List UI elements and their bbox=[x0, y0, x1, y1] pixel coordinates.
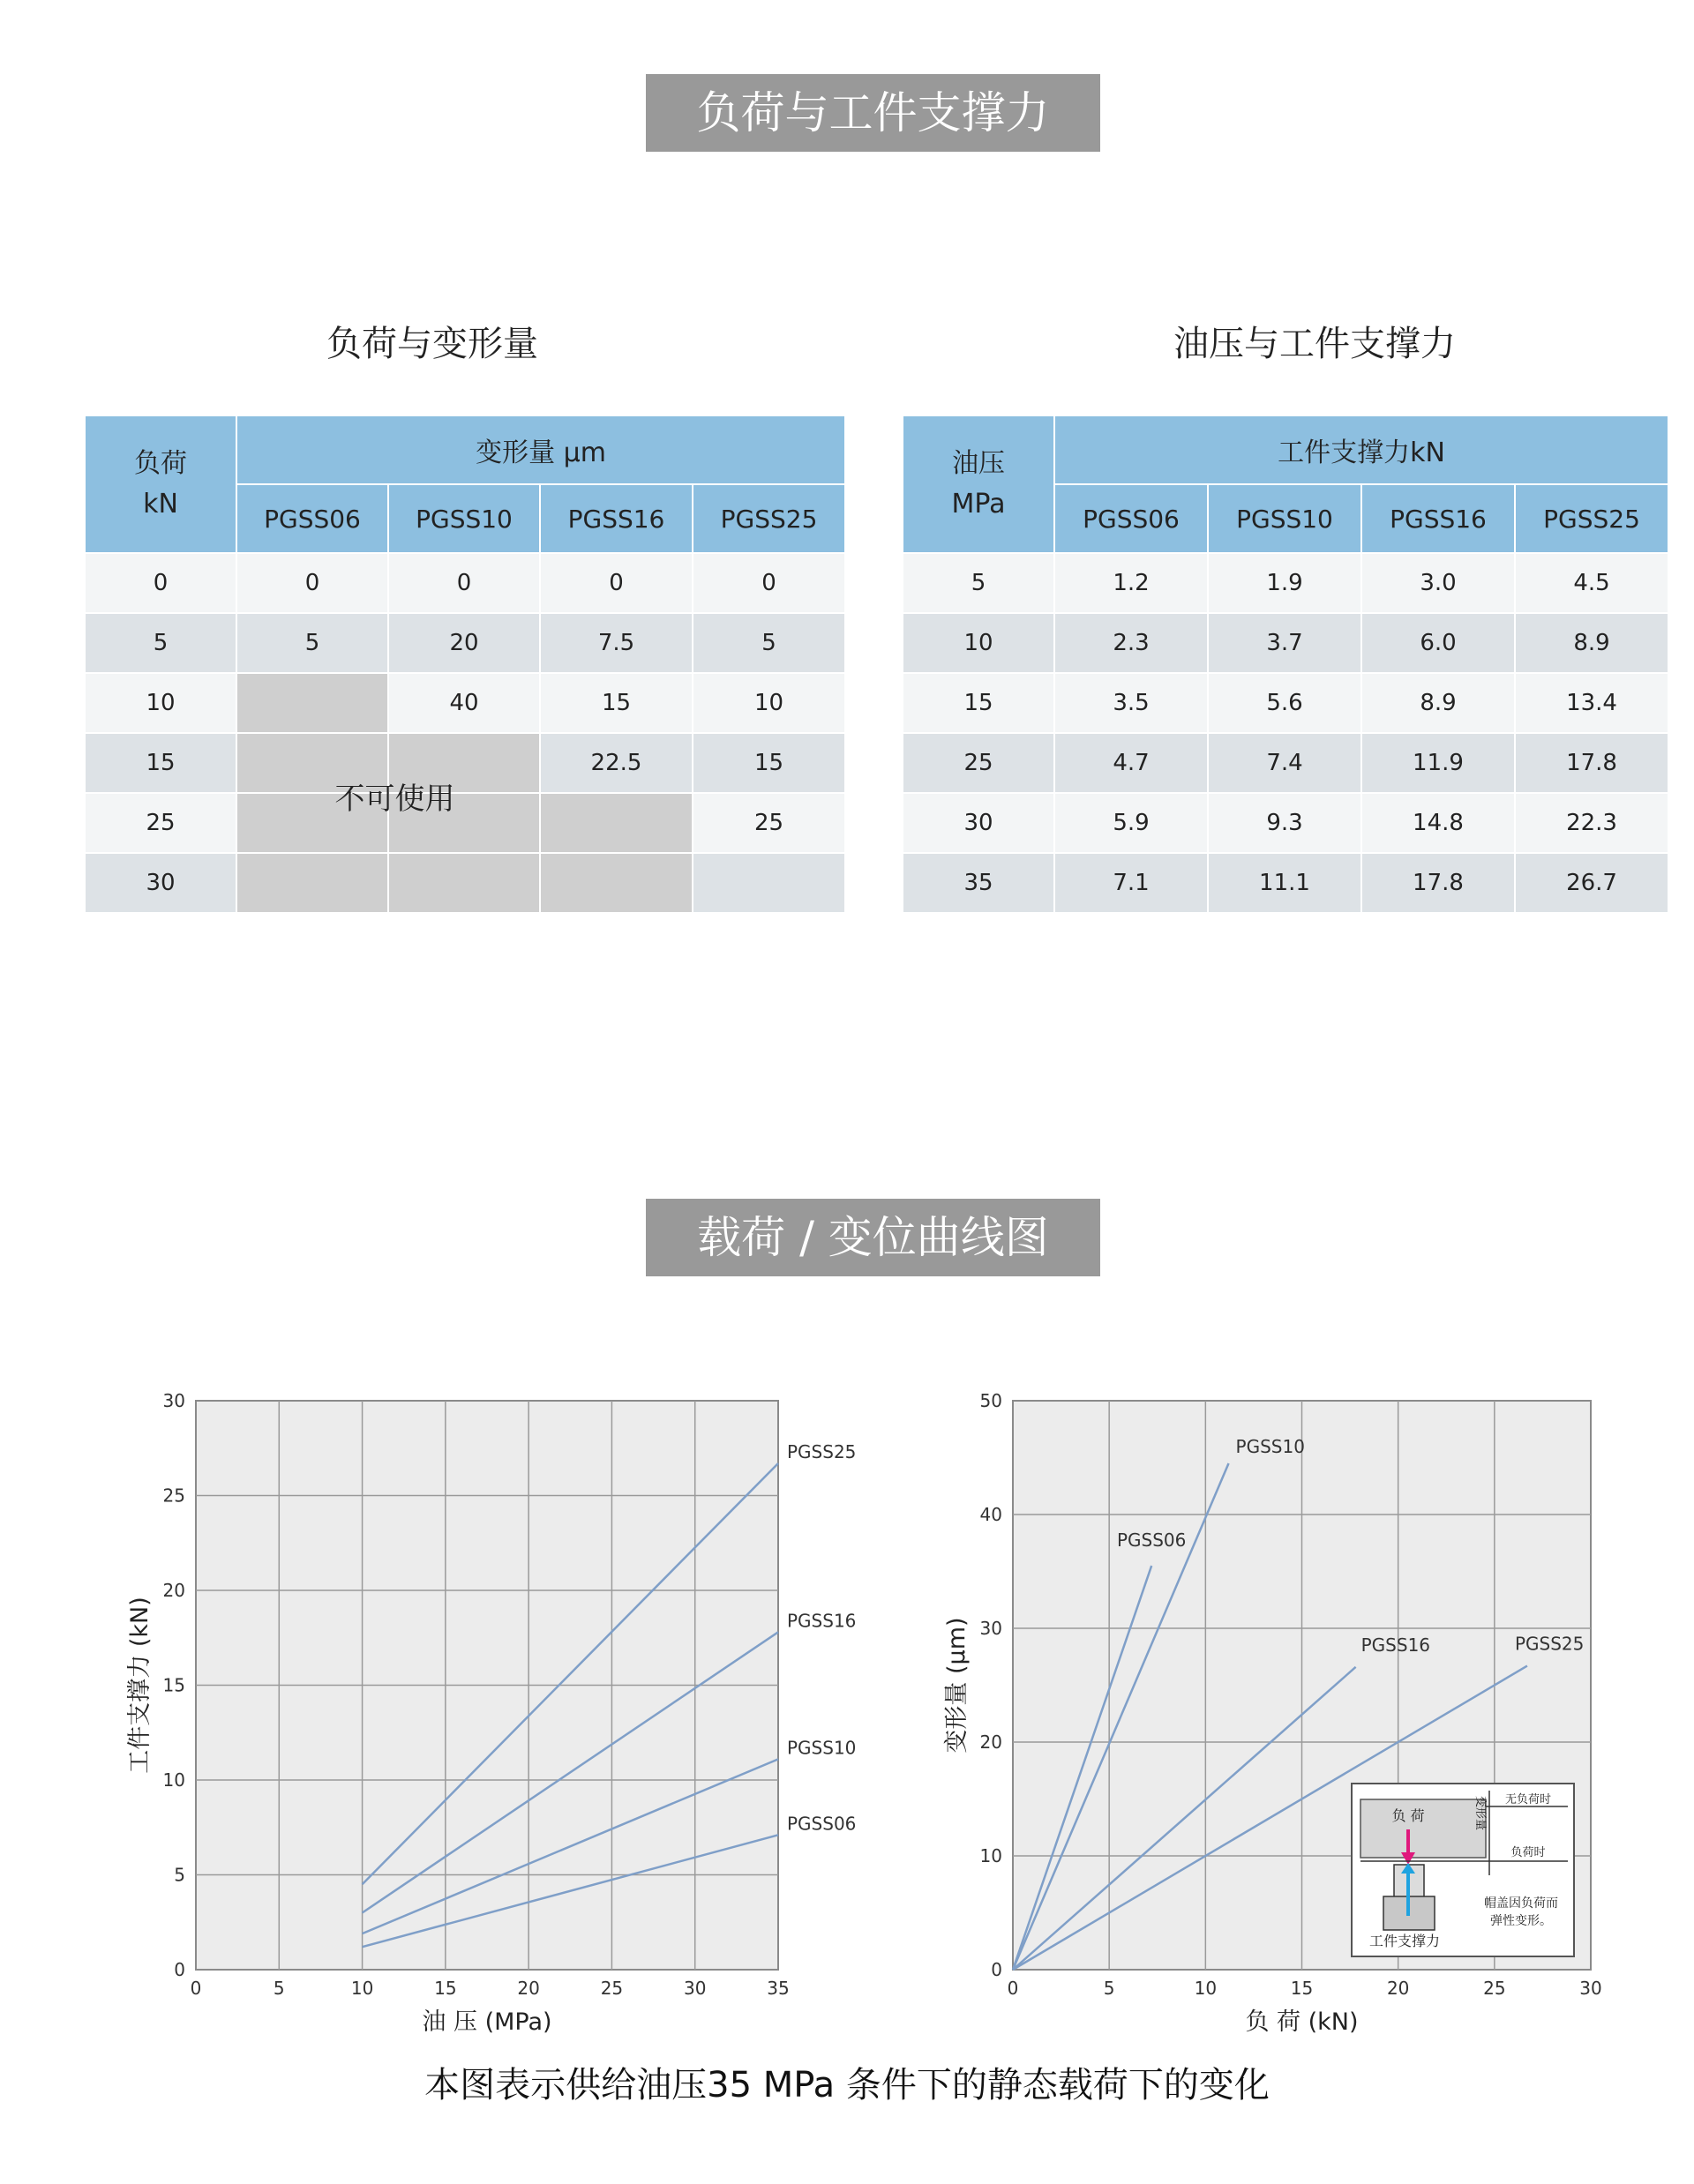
chart-caption: 本图表示供给油压35 MPa 条件下的静态载荷下的变化 bbox=[424, 2065, 1270, 2105]
cell-value: 22.3 bbox=[1515, 793, 1668, 853]
row-pressure: 35 bbox=[903, 853, 1054, 913]
y-tick-label: 20 bbox=[979, 1731, 1002, 1753]
table-row bbox=[903, 793, 1668, 853]
load-deformation-table bbox=[84, 415, 846, 914]
row-load: 0 bbox=[85, 553, 236, 613]
table-row bbox=[903, 733, 1668, 793]
table-row bbox=[85, 853, 845, 913]
row-header-pressure bbox=[903, 415, 1054, 553]
series-label-pgss10: PGSS10 bbox=[787, 1737, 857, 1759]
x-tick-label: 0 bbox=[190, 1978, 202, 1999]
section-banner-load-support: 负荷与工件支撑力 bbox=[646, 74, 1100, 152]
cell-value: 7.4 bbox=[1208, 733, 1361, 793]
row-header-load-name: 负荷 bbox=[134, 448, 187, 479]
inset-note-line2: 弹性变形。 bbox=[1490, 1914, 1552, 1928]
table-row bbox=[903, 673, 1668, 733]
x-tick-label: 20 bbox=[517, 1978, 540, 1999]
cell-value: 0 bbox=[540, 553, 693, 613]
section-banner-load-displacement: 载荷 / 变位曲线图 bbox=[646, 1199, 1100, 1276]
cell-value: 14.8 bbox=[1361, 793, 1515, 853]
right-table-title: 油压与工件支撑力 bbox=[1173, 324, 1456, 364]
y-axis-label: 变形量 (μm) bbox=[943, 1617, 971, 1754]
table-row bbox=[903, 853, 1668, 913]
cell-value: 3.7 bbox=[1208, 613, 1361, 673]
cell-value: 15 bbox=[693, 733, 845, 793]
model-header: PGSS25 bbox=[693, 484, 845, 553]
row-header-load bbox=[85, 415, 236, 553]
series-label-pgss16: PGSS16 bbox=[1360, 1634, 1431, 1656]
inset-under-load-label: 负荷时 bbox=[1510, 1846, 1546, 1859]
cell-value: 25 bbox=[693, 793, 845, 853]
y-tick-label: 30 bbox=[979, 1618, 1002, 1639]
model-header: PGSS16 bbox=[1361, 484, 1515, 553]
y-tick-label: 50 bbox=[979, 1390, 1002, 1411]
table-row bbox=[85, 613, 845, 673]
cell-value: 11.9 bbox=[1361, 733, 1515, 793]
row-header-pressure-name: 油压 bbox=[952, 448, 1005, 479]
support-force-group-header: 工件支撑力kN bbox=[1054, 415, 1668, 484]
row-pressure: 15 bbox=[903, 673, 1054, 733]
x-tick-label: 25 bbox=[1483, 1978, 1506, 1999]
cell-value: 5 bbox=[693, 613, 845, 673]
x-tick-label: 35 bbox=[767, 1978, 790, 1999]
cell-value: 3.5 bbox=[1054, 673, 1208, 733]
row-pressure: 30 bbox=[903, 793, 1054, 853]
load-deformation-chart bbox=[891, 1358, 1694, 2046]
x-tick-label: 10 bbox=[350, 1978, 374, 1999]
series-label-pgss06: PGSS06 bbox=[1116, 1530, 1187, 1552]
not-usable-label: 不可使用 bbox=[334, 782, 455, 817]
pressure-support-chart bbox=[0, 1358, 865, 2046]
table-row bbox=[903, 613, 1668, 673]
cell-value: 22.5 bbox=[540, 733, 693, 793]
series-label-pgss25: PGSS25 bbox=[787, 1440, 857, 1462]
y-tick-label: 0 bbox=[991, 1959, 1002, 1980]
pressure-support-table bbox=[902, 415, 1669, 914]
y-tick-label: 10 bbox=[979, 1845, 1002, 1866]
y-tick-label: 25 bbox=[162, 1485, 185, 1507]
y-tick-label: 5 bbox=[174, 1864, 185, 1886]
y-tick-label: 0 bbox=[174, 1959, 185, 1980]
x-tick-label: 20 bbox=[1386, 1978, 1410, 1999]
row-pressure: 5 bbox=[903, 553, 1054, 613]
cell-value: 10 bbox=[693, 673, 845, 733]
cell-value: 5.6 bbox=[1208, 673, 1361, 733]
row-pressure: 25 bbox=[903, 733, 1054, 793]
cell-value: 40 bbox=[388, 673, 540, 733]
cell-value: 11.1 bbox=[1208, 853, 1361, 913]
cell-value: 17.8 bbox=[1515, 733, 1668, 793]
cell-value: 1.2 bbox=[1054, 553, 1208, 613]
x-tick-label: 15 bbox=[434, 1978, 457, 1999]
y-tick-label: 40 bbox=[979, 1504, 1002, 1525]
row-header-load-unit: kN bbox=[143, 489, 178, 520]
cell-value: 6.0 bbox=[1361, 613, 1515, 673]
cell-value: 4.7 bbox=[1054, 733, 1208, 793]
model-header: PGSS10 bbox=[388, 484, 540, 553]
cell-value: 9.3 bbox=[1208, 793, 1361, 853]
not-usable-cell bbox=[388, 853, 540, 913]
model-header: PGSS25 bbox=[1515, 484, 1668, 553]
cell-value bbox=[693, 853, 845, 913]
row-load: 15 bbox=[85, 733, 236, 793]
deformation-group-header: 变形量 μm bbox=[236, 415, 845, 484]
x-tick-label: 30 bbox=[1579, 1978, 1602, 1999]
table-row bbox=[85, 673, 845, 733]
not-usable-cell bbox=[540, 793, 693, 853]
cell-value: 20 bbox=[388, 613, 540, 673]
cell-value: 5 bbox=[236, 613, 388, 673]
table-row bbox=[85, 553, 845, 613]
series-label-pgss25: PGSS25 bbox=[1514, 1633, 1585, 1655]
cell-value: 3.0 bbox=[1361, 553, 1515, 613]
model-header: PGSS16 bbox=[540, 484, 693, 553]
cell-value: 2.3 bbox=[1054, 613, 1208, 673]
cell-value: 7.5 bbox=[540, 613, 693, 673]
inset-no-load-label: 无负荷时 bbox=[1504, 1793, 1552, 1806]
row-pressure: 10 bbox=[903, 613, 1054, 673]
model-header: PGSS10 bbox=[1208, 484, 1361, 553]
inset-note-line1: 帽盖因负荷而 bbox=[1484, 1896, 1558, 1911]
cell-value: 17.8 bbox=[1361, 853, 1515, 913]
y-axis-label: 工件支撑力 (kN) bbox=[126, 1597, 154, 1774]
cell-value: 7.1 bbox=[1054, 853, 1208, 913]
series-label-pgss16: PGSS16 bbox=[787, 1610, 857, 1632]
row-load: 25 bbox=[85, 793, 236, 853]
cell-value: 1.9 bbox=[1208, 553, 1361, 613]
left-table-title: 负荷与变形量 bbox=[326, 324, 538, 364]
model-header: PGSS06 bbox=[1054, 484, 1208, 553]
y-tick-label: 10 bbox=[162, 1769, 185, 1791]
row-load: 5 bbox=[85, 613, 236, 673]
x-tick-label: 5 bbox=[273, 1978, 285, 1999]
y-tick-label: 30 bbox=[162, 1390, 185, 1411]
cell-value: 15 bbox=[540, 673, 693, 733]
not-usable-cell bbox=[540, 853, 693, 913]
x-tick-label: 15 bbox=[1290, 1978, 1314, 1999]
x-tick-label: 25 bbox=[600, 1978, 624, 1999]
not-usable-cell bbox=[236, 673, 388, 733]
x-axis-label: 负 荷 (kN) bbox=[1245, 2008, 1359, 2036]
not-usable-cell bbox=[236, 853, 388, 913]
cell-value: 0 bbox=[388, 553, 540, 613]
x-tick-label: 10 bbox=[1194, 1978, 1218, 1999]
inset-support-force-label: 工件支撑力 bbox=[1368, 1933, 1441, 1949]
x-tick-label: 5 bbox=[1103, 1978, 1115, 1999]
cell-value: 5.9 bbox=[1054, 793, 1208, 853]
cell-value: 0 bbox=[693, 553, 845, 613]
row-load: 10 bbox=[85, 673, 236, 733]
cell-value: 8.9 bbox=[1515, 613, 1668, 673]
inset-load-label: 负 荷 bbox=[1391, 1807, 1425, 1824]
cell-value: 0 bbox=[236, 553, 388, 613]
cell-value: 8.9 bbox=[1361, 673, 1515, 733]
x-tick-label: 0 bbox=[1007, 1978, 1019, 1999]
series-label-pgss10: PGSS10 bbox=[1235, 1435, 1305, 1457]
y-tick-label: 15 bbox=[162, 1674, 185, 1696]
row-header-pressure-unit: MPa bbox=[951, 489, 1006, 520]
cell-value: 4.5 bbox=[1515, 553, 1668, 613]
y-tick-label: 20 bbox=[162, 1580, 185, 1601]
series-label-pgss06: PGSS06 bbox=[787, 1813, 857, 1835]
x-tick-label: 30 bbox=[683, 1978, 707, 1999]
cell-value: 26.7 bbox=[1515, 853, 1668, 913]
cell-value: 13.4 bbox=[1515, 673, 1668, 733]
table-row bbox=[903, 553, 1668, 613]
inset-deformation-label: 变形量 bbox=[1473, 1796, 1487, 1831]
model-header: PGSS06 bbox=[236, 484, 388, 553]
x-axis-label: 油 压 (MPa) bbox=[422, 2008, 552, 2036]
row-load: 30 bbox=[85, 853, 236, 913]
